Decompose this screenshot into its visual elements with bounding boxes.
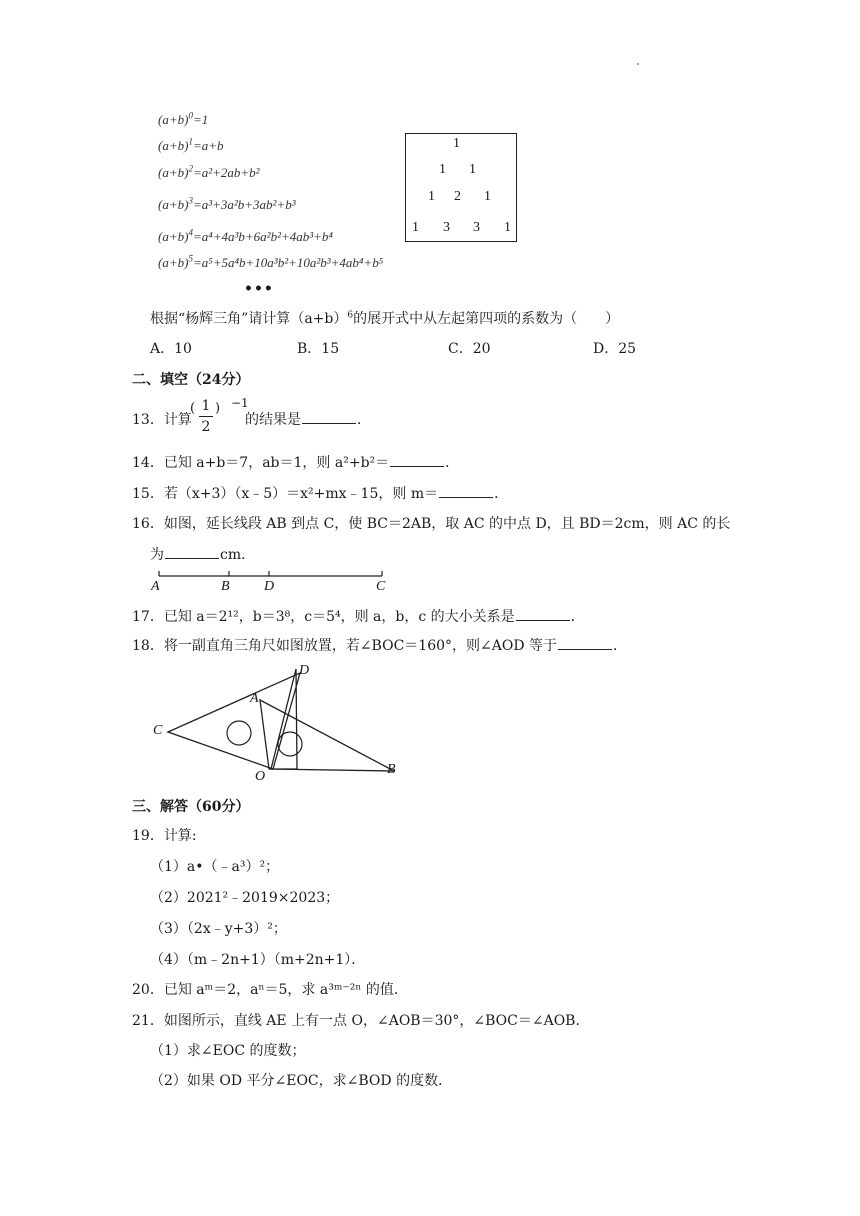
q15: 15．若（x+3）（x﹣5）＝x²+mx﹣15，则 m＝ ．	[132, 486, 509, 502]
q19-item-2: （2）2021²﹣2019×2023；	[150, 890, 340, 906]
q12-option-c: C．20	[448, 341, 491, 357]
ellipsis: •••	[244, 281, 274, 297]
tri-cell: 1	[504, 220, 511, 235]
q15-answer-blank[interactable]	[439, 485, 493, 498]
triangle-label-a: A	[250, 691, 259, 706]
triangle-label-o: O	[255, 769, 266, 784]
segment-label-a: A	[151, 579, 160, 594]
expansion-4: $(a+b)^4=a^4+4a^3b+6a^2b^2+4ab^3+b^4$	[158, 227, 333, 244]
q18-answer-blank[interactable]	[558, 637, 612, 650]
q12-option-d: D．25	[593, 341, 637, 357]
q19-item-1: （1）a•（﹣a³）²；	[150, 859, 280, 875]
q21-title: 21．如图所示，直线 AE 上有一点 O，∠AOB＝30°，∠BOC＝∠AOB．	[132, 1013, 590, 1029]
segment-label-c: C	[376, 579, 386, 594]
q17-answer-blank[interactable]	[516, 608, 570, 621]
set-squares-diagram	[150, 660, 410, 790]
q13-fraction-bar	[199, 416, 213, 417]
q12-stem: 根据“杨辉三角”请计算$(a+b)^6$的展开式中从左起第四项的系数为（ ）	[150, 310, 620, 327]
q13-lparen: (	[190, 401, 196, 416]
q19-title: 19．计算:	[132, 828, 197, 844]
tri-cell: 1	[439, 162, 446, 177]
q13-answer-blank[interactable]	[302, 411, 356, 424]
triangle-label-d: D	[299, 663, 310, 678]
tri-cell: 3	[443, 220, 450, 235]
expansion-5: $(a+b)^5=a^5+5a^4b+10a^3b^2+10a^2b^3+4ab^4+b^5$	[158, 253, 384, 270]
segment-label-d: D	[264, 579, 275, 594]
expansion-3: $(a+b)^3=a^3+3a^2b+3ab^2+b^3$	[158, 195, 296, 212]
section-fill-in-title: 二、填空（24分）	[132, 372, 250, 388]
expansion-2: $(a+b)^2=a^2+2ab+b^2$	[158, 163, 260, 180]
tri-cell: 1	[469, 162, 476, 177]
q12-option-b: B．15	[297, 341, 340, 357]
q19-item-4: （4）（m﹣2n+1）（m+2n+1）．	[150, 952, 366, 968]
triangle-label-c: C	[153, 723, 163, 738]
tri-cell: 2	[454, 189, 461, 204]
q16-line2: 为 cm．	[150, 547, 256, 563]
q12-option-a: A．10	[150, 341, 192, 357]
q16-line1: 16．如图，延长线段 AB 到点 C，使 BC＝2AB，取 AC 的中点 D，且 BD＝2cm，则 AC 的长	[132, 516, 731, 532]
q21-item-1: （1）求∠EOC 的度数；	[150, 1043, 306, 1059]
q18: 18．将一副直角三角尺如图放置，若∠BOC＝160°，则∠AOD 等于 ．	[132, 638, 627, 654]
q14: 14．已知 a+b＝7，ab＝1，则 a²+b²＝ ．	[132, 455, 460, 471]
tri-cell: 3	[473, 220, 480, 235]
corner-dot	[637, 63, 639, 65]
q13-label: 13．计算	[132, 412, 192, 428]
q13-exponent: −1	[231, 396, 249, 410]
expansion-0: $(a+b)^0=1$	[158, 110, 209, 127]
tri-cell: 1	[412, 220, 419, 235]
tri-cell: 1	[428, 189, 435, 204]
section-answer-title: 三、解答（60分）	[132, 799, 250, 815]
expansion-1: $(a+b)^1=a+b$	[158, 136, 224, 153]
q16-answer-blank[interactable]	[165, 546, 219, 559]
q13-rparen: )	[215, 401, 221, 416]
q19-item-3: （3）（2x﹣y+3）²；	[150, 921, 287, 937]
q17: 17．已知 a＝2¹²，b＝3⁸，c＝5⁴，则 a，b，c 的大小关系是 ．	[132, 609, 585, 625]
q13-denominator: 2	[201, 419, 211, 435]
segment-label-b: B	[221, 579, 230, 594]
q21-item-2: （2）如果 OD 平分∠EOC，求∠BOD 的度数．	[150, 1073, 453, 1089]
triangle-label-b: B	[387, 762, 396, 777]
q13-post: 的结果是 ．	[245, 412, 371, 428]
tri-cell: 1	[453, 136, 460, 151]
q14-answer-blank[interactable]	[390, 454, 444, 467]
yanghui-triangle	[405, 133, 517, 242]
q13-numerator: 1	[201, 398, 211, 414]
tri-cell: 1	[484, 189, 491, 204]
q20: 20．已知 aᵐ＝2，aⁿ＝5，求 a³ᵐ⁻²ⁿ 的值．	[132, 982, 408, 998]
